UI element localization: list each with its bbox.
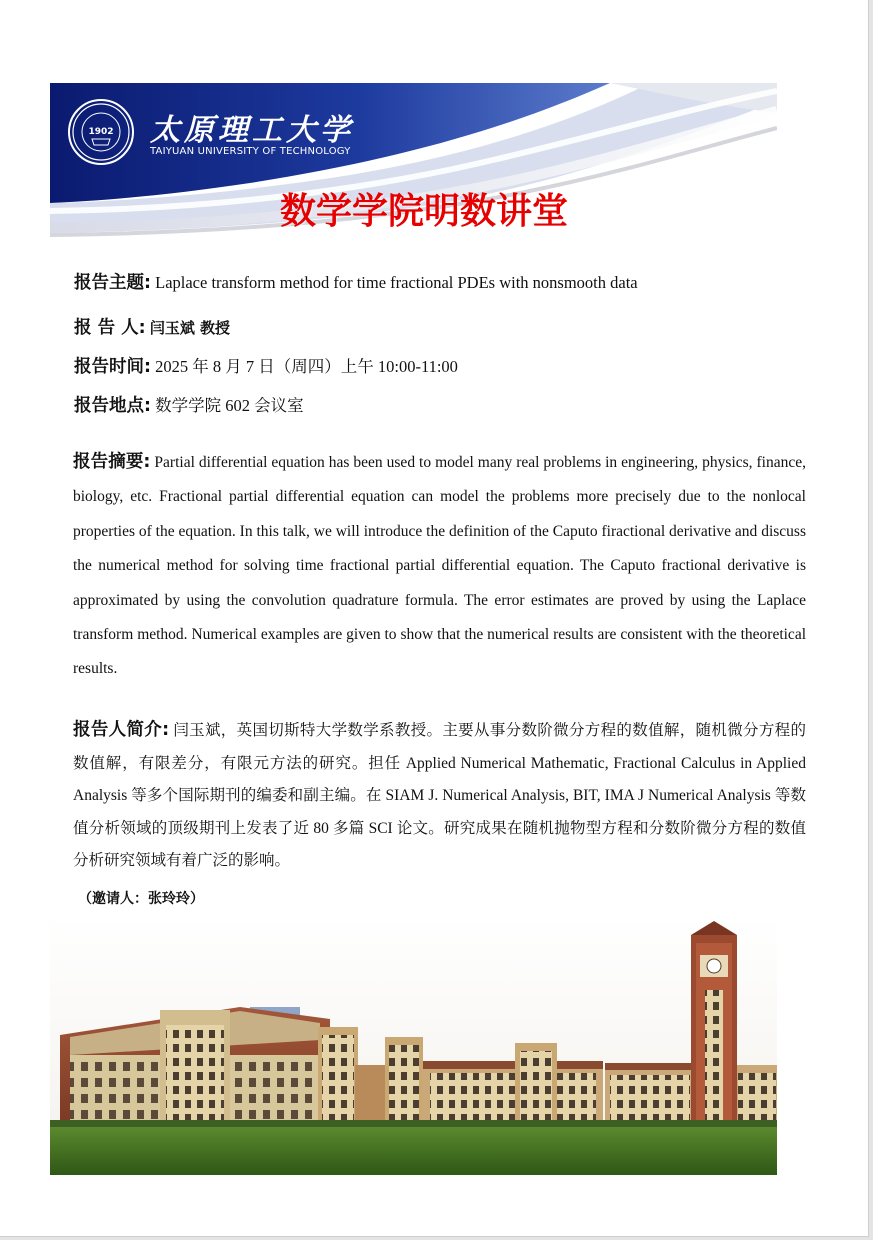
bio-label: 报告人简介: (73, 720, 170, 740)
topic-label: 报告主题: (74, 273, 151, 293)
inviter-note: （邀请人：张玲玲） (78, 891, 204, 907)
abstract-text: Partial differential equation has been used to model many real problems in engineering, physics, finance, biology, etc. Fractional partial differential equation can model the problems more precisely due to the nonlocal properties of the equation. In this talk, we will introduce the definition of the Caputo firactional derivative and discuss the numerical method for solving time fractional partial differential equation. The Caputo fractional derivative is approximated by using the convolution quadrature formula. The error estimates are proved by using the Laplace transform method. Numerical examples are given to show that the numerical results are consistent with the theoretical results. (73, 454, 807, 678)
place-label: 报告地点: (74, 396, 151, 416)
speaker-value: 闫玉斌 教授 (149, 319, 231, 337)
speaker-row (74, 316, 230, 340)
time-label: 报告时间: (74, 357, 151, 377)
lecture-series-title: 数学学院明数讲堂 (280, 190, 569, 232)
place-row (74, 394, 304, 418)
campus-building-image (50, 915, 777, 1175)
time-value: 2025 年 8 月 7 日（周四）上午 10:00-11:00 (155, 357, 458, 376)
speaker-bio-paragraph (73, 714, 806, 878)
bio-text: 闫玉斌，英国切斯特大学数学系教授。主要从事分数阶微分方程的数值解，随机微分方程的数值解，有限差分，有限元方法的研究。担任 Applied Numerical Mathematic, Fractional Calculus in Applied Analysis 等多个国际期刊的编委和副主编。在 SIAM J. Numerical Analysis, BIT, IMA J Numerical Analysis 等数值分析领域的顶级期刊上发表了近 80 多篇 SCI 论文。研究成果在随机抛物型方程和分数阶微分方程的数值分析研究领域有着广泛的影响。 (73, 722, 806, 869)
header-banner (50, 83, 777, 245)
time-row (74, 355, 458, 379)
university-name-cn: 太原理工大学 (150, 113, 354, 148)
topic-row (74, 271, 638, 295)
seal-year: 1902 (88, 127, 114, 137)
abstract-paragraph (73, 445, 806, 687)
place-value: 数学学院 602 会议室 (155, 396, 304, 415)
abstract-label: 报告摘要: (73, 452, 151, 472)
university-name-en: TAIYUAN UNIVERSITY OF TECHNOLOGY (150, 146, 351, 157)
university-seal-icon (68, 99, 134, 165)
topic-value: Laplace transform method for time fractional PDEs with nonsmooth data (155, 273, 638, 292)
speaker-label: 报 告 人: (74, 318, 146, 338)
